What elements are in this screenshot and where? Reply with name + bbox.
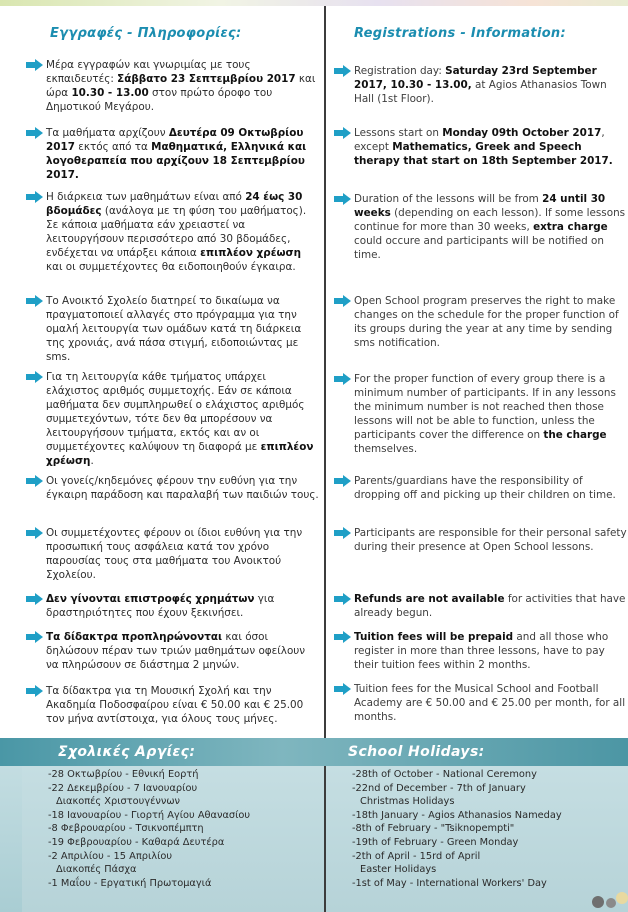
info-item-text: Η διάρκεια των μαθημάτων είναι από 24 έως 30 βδομάδες (ανάλογα με τη φύση του μαθήματος). Σε κάποια μαθήματα εάν χρειαστεί να λειτουργήσουν περισσότερο από 30 βδομάδες, ενδέχεται να υπάρξει κάποια επιπλέον χρέωση και οι συμμετέχοντες θα ειδοποιηθούν έγκαιρα.: [46, 191, 307, 273]
right-info-item: [332, 630, 628, 672]
arrow-bullet-icon: [334, 295, 351, 307]
left-info-item: [20, 370, 320, 468]
info-item-text: For the proper function of every group there is a minimum number of participants. If in any lessons the minimum number is not reached then those lessons will not be able to function, unless the participants cover the difference on the charge themselves.: [354, 373, 616, 455]
right-info-item: [332, 682, 628, 724]
holiday-line: -28th of October - National Ceremony: [352, 769, 537, 780]
greek-info-heading: Εγγραφές - Πληροφορίες:: [50, 26, 242, 41]
info-item-text: Tuition fees will be prepaid and all those who register in more than three lessons, have to pay their tuition fees within 2 months.: [354, 631, 609, 671]
arrow-bullet-icon: [334, 475, 351, 487]
holiday-line: -2 Απριλίου - 15 Απριλίου: [48, 850, 173, 862]
english-holidays-title: School Holidays:: [348, 744, 485, 760]
info-item-text: Μέρα εγγραφών και γνωριμίας με τους εκπαιδευτές: Σάββατο 23 Σεπτεμβρίου 2017 και ώρα 10.30 - 13.00 στον πρώτο όροφο του Δημοτικού Μεγάρου.: [46, 59, 316, 113]
info-item-text: Δεν γίνονται επιστροφές χρημάτων για δραστηριότητες που έχουν ξεκινήσει.: [46, 593, 275, 619]
holiday-line: -8th of February - "Tsiknopempti": [352, 823, 515, 835]
left-info-item: [20, 526, 320, 582]
arrow-bullet-icon: [26, 59, 43, 71]
holiday-line: -1st of May - International Workers' Day: [352, 877, 547, 889]
arrow-bullet-icon: [26, 127, 43, 139]
emphasis-text: 24 until 30 weeks: [354, 193, 606, 219]
arrow-bullet-icon: [334, 65, 351, 77]
holiday-line: -19 Φεβρουαρίου - Καθαρά Δευτέρα: [48, 836, 225, 848]
holiday-column-divider: [324, 766, 326, 912]
emphasis-text: extra charge: [533, 221, 608, 233]
right-info-item: [332, 592, 628, 620]
arrow-bullet-icon: [26, 593, 43, 605]
arrow-bullet-icon: [334, 631, 351, 643]
emphasis-text: 24 έως 30 βδομάδες: [46, 191, 303, 217]
right-info-item: [332, 372, 628, 456]
greek-holidays-list: [48, 768, 288, 890]
arrow-bullet-icon: [26, 527, 43, 539]
left-info-item: [20, 126, 320, 182]
arrow-bullet-icon: [334, 527, 351, 539]
info-item-text: Οι συμμετέχοντες φέρουν οι ίδιοι ευθύνη για την προσωπική τους ασφάλεια κατά τον χρόνο παρουσίας τους στα μαθήματα του Ανοικτού Σχολείου.: [46, 527, 303, 581]
english-info-column: [332, 6, 628, 734]
right-info-item: [332, 64, 628, 106]
english-holidays-list: [352, 768, 592, 890]
arrow-bullet-icon: [26, 371, 43, 383]
greek-info-column: [20, 6, 320, 734]
arrow-bullet-icon: [26, 631, 43, 643]
holiday-line: -2th of April - 15rd of April: [352, 850, 481, 862]
emphasis-text: επιπλέον χρέωση: [200, 247, 302, 259]
holiday-line: Διακοπές Χριστουγέννων: [56, 796, 181, 808]
arrow-bullet-icon: [26, 191, 43, 203]
emphasis-text: Μαθηματικά, Ελληνικά και λογοθεραπεία που αρχίζουν 18 Σεπτεμβρίου 2017.: [46, 141, 307, 181]
emphasis-text: επιπλέον χρέωση: [46, 441, 314, 467]
holiday-line: -1 Μαΐου - Εργατική Πρωτομαγιά: [48, 877, 212, 889]
emphasis-text: 10.30 - 13.00: [71, 87, 149, 99]
left-info-item: [20, 474, 320, 502]
holiday-line: -19th of February - Green Monday: [352, 836, 519, 848]
arrow-bullet-icon: [334, 593, 351, 605]
holiday-line: Διακοπές Πάσχα: [56, 864, 137, 876]
holiday-line: Christmas Holidays: [360, 796, 455, 808]
emphasis-text: Refunds are not available: [354, 593, 505, 605]
greek-holidays-title: Σχολικές Αργίες:: [58, 744, 196, 760]
left-info-item: [20, 190, 320, 274]
right-info-item: [332, 294, 628, 350]
info-item-text: Open School program preserves the right to make changes on the schedule for the proper function of its groups during the year at any time by sending sms notification.: [354, 295, 619, 349]
arrow-bullet-icon: [334, 373, 351, 385]
emphasis-text: Monday 09th October 2017: [442, 127, 602, 139]
info-item-text: Participants are responsible for their personal safety during their presence at Open School lessons.: [354, 527, 627, 553]
emphasis-text: Saturday 23rd September 2017, 10.30 - 13.00,: [354, 65, 597, 91]
info-item-text: Για τη λειτουργία κάθε τμήματος υπάρχει ελάχιστος αριθμός συμμετοχής. Εάν σε κάποια μαθήματα δεν συμπληρωθεί ο ελάχιστος αριθμός συμμετεχόντων, τότε δεν θα μπορέσουν να λειτουργήσουν τμήματα, εκτός και αν οι συμμετέχοντες καλύψουν τη διαφορά με επιπλέον χρέωση.: [46, 371, 314, 467]
right-info-item: [332, 526, 628, 554]
right-info-item: [332, 192, 628, 262]
info-item-text: Lessons start on Monday 09th October 2017, except Mathematics, Greek and Speech therapy that start on 18th September 2017.: [354, 127, 613, 167]
info-item-text: Parents/guardians have the responsibility of dropping off and picking up their children on time.: [354, 475, 616, 501]
info-item-text: Τα μαθήματα αρχίζουν Δευτέρα 09 Οκτωβρίου 2017 εκτός από τα Μαθηματικά, Ελληνικά και λογοθεραπεία που αρχίζουν 18 Σεπτεμβρίου 2017.: [46, 127, 307, 181]
emphasis-text: Δευτέρα 09 Οκτωβρίου 2017: [46, 127, 304, 153]
holiday-title-band: [0, 738, 628, 766]
info-item-text: Duration of the lessons will be from 24 until 30 weeks (depending on each lesson). If some lessons continue for more than 30 weeks, extra charge could occure and participants will be notified on time.: [354, 193, 626, 261]
holiday-line: -18th January - Agios Athanasios Nameday: [352, 809, 562, 821]
emphasis-text: the charge: [543, 429, 607, 441]
right-info-item: [332, 126, 628, 168]
column-divider: [324, 6, 326, 738]
arrow-bullet-icon: [26, 475, 43, 487]
info-item-text: Τα δίδακτρα για τη Μουσική Σχολή και την Ακαδημία Ποδοσφαίρου είναι € 50.00 και € 25.00 τον μήνα αντίστοιχα, για όλους τους μήνες.: [46, 685, 304, 725]
left-info-item: [20, 58, 320, 114]
arrow-bullet-icon: [334, 683, 351, 695]
holiday-line: -8 Φεβρουαρίου - Τσικνοπέμπτη: [48, 823, 204, 835]
emphasis-text: Mathematics, Greek and Speech therapy that start on 18th September 2017.: [354, 141, 613, 167]
school-holidays-section: [0, 738, 628, 912]
left-info-item: [20, 294, 320, 364]
info-item-text: Τα δίδακτρα προπληρώνονται και όσοι δηλώσουν πέραν των τριών μαθημάτων οφείλουν να πληρώσουν σε διάστημα 2 μηνών.: [46, 631, 306, 671]
emphasis-text: Δεν γίνονται επιστροφές χρημάτων: [46, 593, 255, 605]
holiday-line: -22nd of December - 7th of January: [352, 782, 526, 794]
english-info-heading: Registrations - Information:: [354, 26, 566, 41]
info-item-text: Registration day: Saturday 23rd September 2017, 10.30 - 13.00, at Agios Athanasios Town Hall (1st Floor).: [354, 65, 607, 105]
arrow-bullet-icon: [334, 127, 351, 139]
info-item-text: Οι γονείς/κηδεμόνες φέρουν την ευθύνη για την έγκαιρη παράδοση και παραλαβή των παιδιών τους.: [46, 475, 319, 501]
holiday-line: -22 Δεκεμβρίου - 7 Ιανουαρίου: [48, 782, 198, 794]
holiday-line: -18 Ιανουαρίου - Γιορτή Αγίου Αθανασίου: [48, 809, 251, 821]
emphasis-text: Tuition fees will be prepaid: [354, 631, 514, 643]
info-item-text: Το Ανοικτό Σχολείο διατηρεί το δικαίωμα να πραγματοποιεί αλλαγές στο πρόγραμμα για την ομαλή λειτουργία των ομάδων κατά τη διάρκεια της χρονιάς, ανά πάσα στιγμή, ειδοποιώντας με sms.: [46, 295, 302, 363]
info-item-text: Tuition fees for the Musical School and Football Academy are € 50.00 and € 25.00 per month, for all months.: [354, 683, 626, 723]
left-info-item: [20, 630, 320, 672]
info-item-text: Refunds are not available for activities that have already begun.: [354, 593, 626, 619]
arrow-bullet-icon: [26, 685, 43, 697]
arrow-bullet-icon: [334, 193, 351, 205]
arrow-bullet-icon: [26, 295, 43, 307]
decorative-corner-circles: [588, 882, 628, 912]
emphasis-text: Σάββατο 23 Σεπτεμβρίου 2017: [117, 73, 296, 85]
holiday-line: Easter Holidays: [360, 864, 437, 876]
emphasis-text: Τα δίδακτρα προπληρώνονται: [46, 631, 223, 643]
holiday-line: -28 Οκτωβρίου - Εθνική Εορτή: [48, 769, 199, 780]
left-info-item: [20, 592, 320, 620]
left-info-item: [20, 684, 320, 726]
right-info-item: [332, 474, 628, 502]
